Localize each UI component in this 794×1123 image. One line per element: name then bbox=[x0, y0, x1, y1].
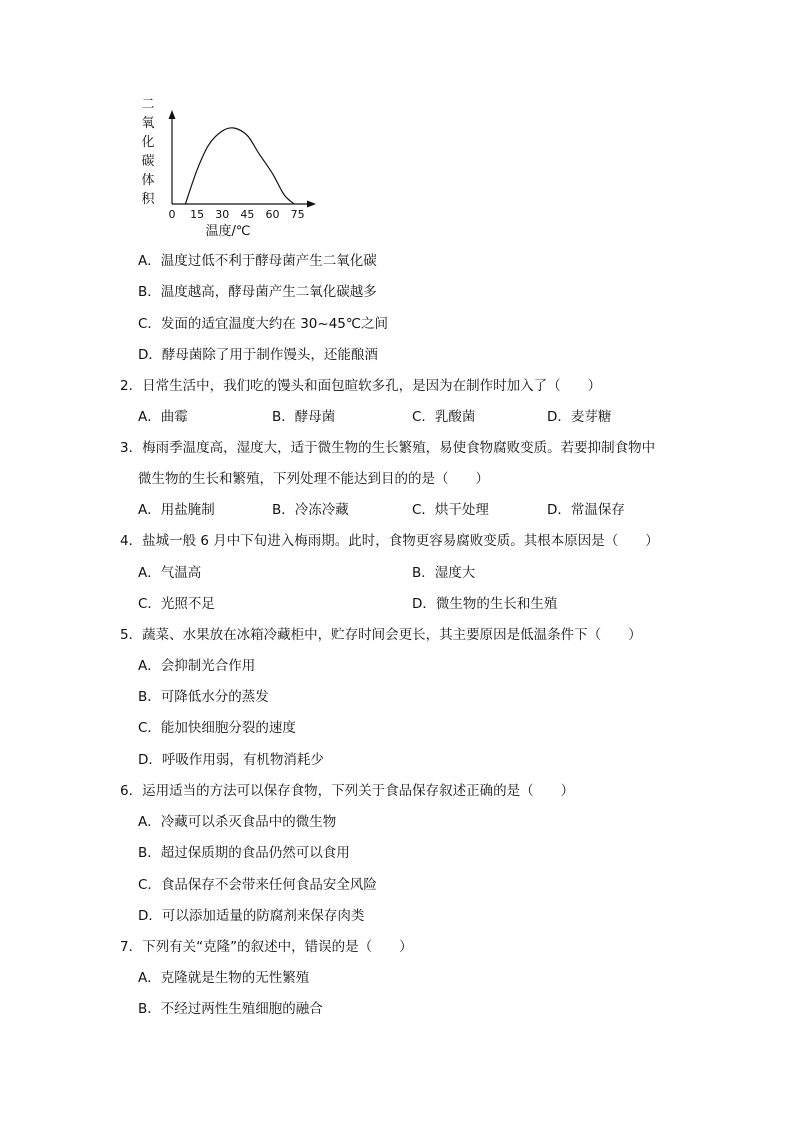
q2-option-a: A．曲霉 bbox=[138, 409, 188, 425]
x-axis-label: 温度/℃ bbox=[205, 224, 251, 239]
y-axis-label-char: 二 bbox=[141, 97, 155, 112]
q4-option-b: B．湿度大 bbox=[412, 565, 476, 581]
y-axis-label-char: 化 bbox=[141, 135, 155, 150]
co2-curve bbox=[185, 128, 294, 204]
q6-option-d: D．可以添加适量的防腐剂来保存肉类 bbox=[138, 908, 365, 924]
x-tick-label: 30 bbox=[215, 208, 230, 221]
q6-stem: 6．运用适当的方法可以保存食物，下列关于食品保存叙述正确的是（ ） bbox=[120, 783, 575, 799]
co2-temperature-chart bbox=[138, 92, 338, 242]
q5-option-b: B．可降低水分的蒸发 bbox=[138, 689, 269, 705]
y-axis-label-char: 氧 bbox=[141, 116, 155, 131]
q3-option-d: D．常温保存 bbox=[547, 502, 625, 518]
q6-option-c: C．食品保存不会带来任何食品安全风险 bbox=[138, 877, 377, 893]
q2-option-c: C．乳酸菌 bbox=[412, 409, 476, 425]
x-tick-label: 60 bbox=[265, 208, 280, 221]
y-axis-label-char: 碳 bbox=[141, 154, 155, 169]
q7-stem: 7．下列有关“克隆”的叙述中，错误的是（ ） bbox=[120, 939, 413, 955]
q2-option-b: B．酵母菌 bbox=[272, 409, 336, 425]
q1-option-b: B．温度越高，酵母菌产生二氧化碳越多 bbox=[138, 284, 377, 300]
q3-stem-line1: 3．梅雨季温度高，湿度大，适于微生物的生长繁殖，易使食物腐败变质。若要抑制食物中 bbox=[120, 440, 656, 456]
x-tick-labels bbox=[169, 208, 305, 221]
q2-stem: 2．日常生活中，我们吃的馒头和面包暄软多孔，是因为在制作时加入了（ ） bbox=[120, 378, 602, 394]
y-axis-label-char: 积 bbox=[141, 192, 155, 207]
x-tick-label: 15 bbox=[190, 208, 205, 221]
q4-option-a: A．气温高 bbox=[138, 565, 202, 581]
y-axis-label bbox=[141, 97, 155, 207]
q6-option-a: A．冷藏可以杀灭食品中的微生物 bbox=[138, 814, 337, 830]
q6-option-b: B．超过保质期的食品仍然可以食用 bbox=[138, 845, 350, 861]
y-axis-arrow bbox=[169, 110, 176, 119]
q3-option-c: C．烘干处理 bbox=[412, 502, 489, 518]
q1-option-d: D．酵母菌除了用于制作馒头，还能酿酒 bbox=[138, 347, 378, 363]
q4-option-c: C．光照不足 bbox=[138, 596, 215, 612]
q5-option-c: C．能加快细胞分裂的速度 bbox=[138, 720, 296, 736]
x-axis-arrow bbox=[307, 201, 316, 208]
q1-option-a: A．温度过低不利于酵母菌产生二氧化碳 bbox=[138, 253, 377, 269]
q5-stem: 5．蔬菜、水果放在冰箱冷藏柜中，贮存时间会更长，其主要原因是低温条件下（ ） bbox=[120, 627, 642, 643]
q1-option-c: C．发面的适宜温度大约在 30~45℃之间 bbox=[138, 316, 389, 332]
x-tick-label: 75 bbox=[290, 208, 305, 221]
q3-option-b: B．冷冻冷藏 bbox=[272, 502, 349, 518]
q4-stem: 4．盐城一般 6 月中下旬进入梅雨期。此时，食物更容易腐败变质。其根本原因是（ ） bbox=[120, 533, 659, 549]
y-axis-label-char: 体 bbox=[141, 173, 155, 188]
q7-option-a: A．克隆就是生物的无性繁殖 bbox=[138, 970, 310, 986]
x-tick-label: 45 bbox=[240, 208, 255, 221]
q4-option-d: D．微生物的生长和生殖 bbox=[412, 596, 558, 612]
q3-stem-line2: 微生物的生长和繁殖，下列处理不能达到目的的是（ ） bbox=[138, 471, 489, 487]
x-tick-label: 0 bbox=[168, 208, 176, 221]
q2-option-d: D．麦芽糖 bbox=[547, 409, 612, 425]
q5-option-a: A．会抑制光合作用 bbox=[138, 658, 256, 674]
q5-option-d: D．呼吸作用弱，有机物消耗少 bbox=[138, 752, 324, 768]
q7-option-b: B．不经过两性生殖细胞的融合 bbox=[138, 1001, 323, 1017]
q3-option-a: A．用盐腌制 bbox=[138, 502, 215, 518]
